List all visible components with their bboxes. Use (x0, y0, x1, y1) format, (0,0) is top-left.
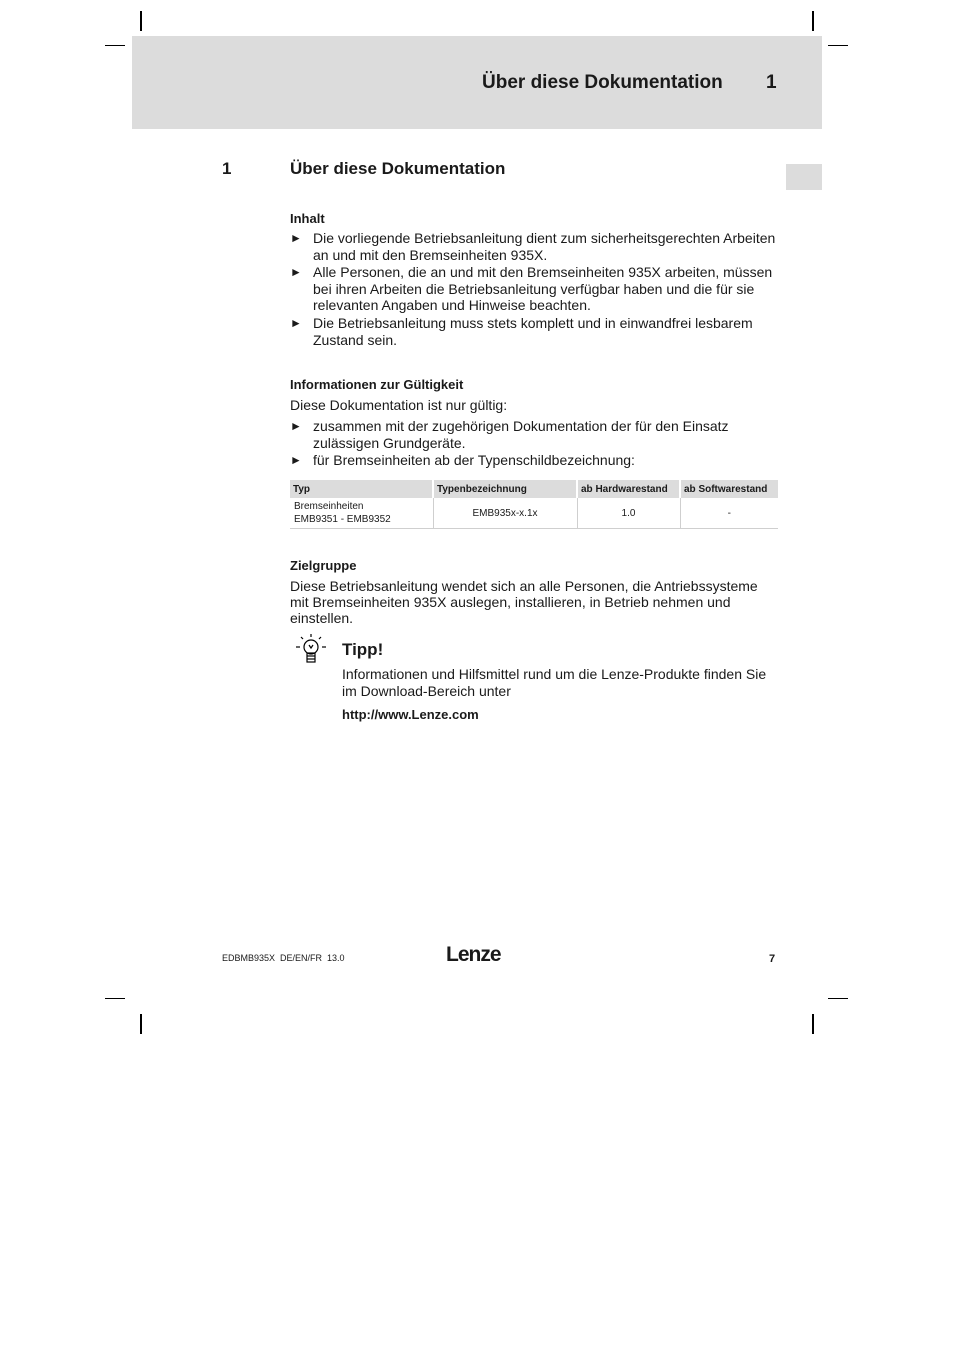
list-item-text: für Bremseinheiten ab der Typenschildbezeichnung: (313, 452, 635, 468)
table-cell-bezeichnung: EMB935x-x.1x (433, 498, 577, 529)
lenze-link[interactable]: http://www.Lenze.com (342, 707, 479, 722)
validity-intro: Diese Dokumentation ist nur gültig: (290, 397, 508, 413)
table-cell-hardware: 1.0 (577, 498, 680, 529)
list-item-text: Alle Personen, die an und mit den Bremseinheiten 935X arbeiten, müssen bei ihren Arbeiten die Betriebsanleitung verfügbar haben und die für sie relevanten Angaben und Hinweise beachten. (313, 264, 773, 313)
table-row (290, 498, 778, 529)
crop-mark (828, 998, 848, 999)
table-cell-typ (290, 498, 433, 529)
table-header-cell: Typ (290, 480, 433, 498)
inhalt-heading: Inhalt (290, 211, 325, 226)
list-item-text: Die Betriebsanleitung muss stets komplett und in einwandfrei lesbarem Zustand sein. (313, 315, 753, 348)
list-item-text: Die vorliegende Betriebsanleitung dient zum sicherheitsgerechten Arbeiten an und mit den Bremseinheiten 935X. (313, 230, 776, 263)
chapter-tab (786, 164, 822, 190)
lenze-logo: Lenze (446, 943, 501, 966)
table-header-cell: ab Hardwarestand (577, 480, 680, 498)
crop-mark (812, 11, 814, 31)
table-header-row (290, 480, 778, 498)
target-heading: Zielgruppe (290, 558, 357, 573)
validity-heading: Informationen zur Gültigkeit (290, 377, 464, 392)
list-item-text: zusammen mit der zugehörigen Dokumentation der für den Einsatz zulässigen Grundgeräte. (313, 418, 729, 451)
header-chapter-number: 1 (766, 72, 777, 93)
typ-line: EMB9351 - EMB9352 (294, 514, 391, 525)
crop-mark (140, 1014, 142, 1034)
section-title: Über diese Dokumentation (290, 159, 506, 178)
bullet-arrow-icon: ► (290, 265, 302, 279)
crop-mark (105, 998, 125, 999)
footer-doc-id: EDBMB935X DE/EN/FR 13.0 (222, 953, 345, 963)
validity-table (290, 480, 778, 529)
lightbulb-icon (294, 632, 328, 666)
bullet-arrow-icon: ► (290, 453, 302, 467)
tip-text: Informationen und Hilfsmittel rund um die Lenze-Produkte finden Sie im Download-Bereich unter (342, 666, 767, 699)
bullet-arrow-icon: ► (290, 316, 302, 330)
crop-mark (812, 1014, 814, 1034)
target-text: Diese Betriebsanleitung wendet sich an alle Personen, die Antriebssysteme mit Bremseinheiten 935X auslegen, installieren, in Betrieb nehmen und einstellen. (290, 578, 758, 626)
header-title: Über diese Dokumentation (482, 72, 723, 93)
tip-title: Tipp! (342, 640, 384, 659)
bullet-arrow-icon: ► (290, 231, 302, 245)
bullet-arrow-icon: ► (290, 419, 302, 433)
crop-mark (140, 11, 142, 31)
typ-line: Bremseinheiten (294, 501, 364, 512)
table-header-cell: ab Softwarestand (680, 480, 778, 498)
table-cell-software: - (680, 498, 778, 529)
page-number: 7 (769, 953, 776, 965)
crop-mark (105, 45, 125, 46)
table-header-cell: Typenbezeichnung (433, 480, 577, 498)
section-number: 1 (222, 159, 232, 178)
crop-mark (828, 45, 848, 46)
